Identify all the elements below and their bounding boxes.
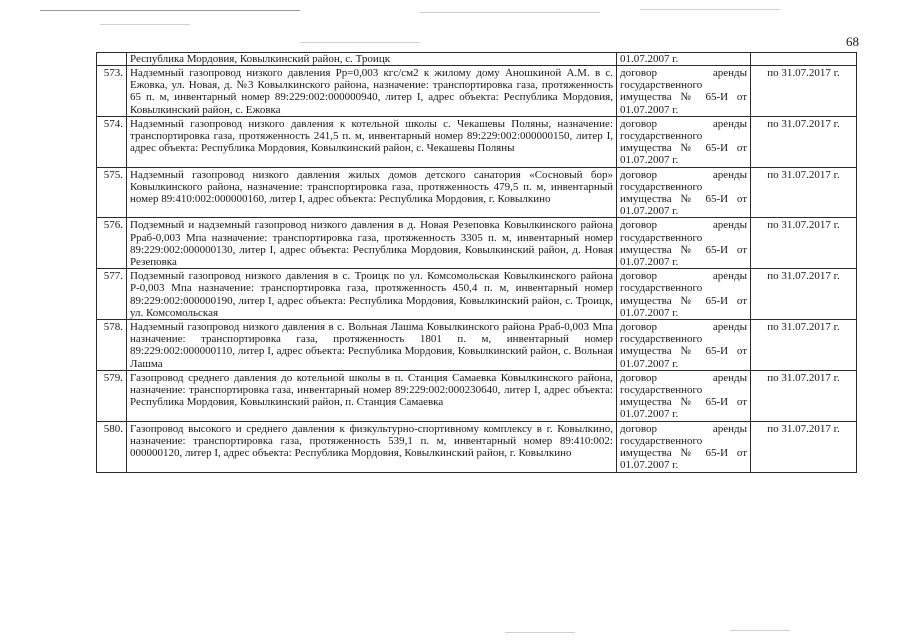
row-number: 578. xyxy=(97,320,127,371)
row-basis: договор аренды государственного имущества № 65-И от 01.07.2007 г. xyxy=(617,370,751,421)
row-basis: договор аренды государственного имущества № 65-И от 01.07.2007 г. xyxy=(617,167,751,218)
continuation-row xyxy=(97,53,857,66)
row-term: по 31.07.2017 г. xyxy=(751,370,857,421)
row-term: по 31.07.2017 г. xyxy=(751,167,857,218)
row-basis: договор аренды государственного имущества № 65-И от 01.07.2007 г. xyxy=(617,116,751,167)
row-number: 579. xyxy=(97,370,127,421)
row-basis: 01.07.2007 г. xyxy=(617,53,751,66)
table-row xyxy=(97,421,857,472)
scan-artifact-line xyxy=(100,24,190,25)
row-number: 580. xyxy=(97,421,127,472)
row-number-cell xyxy=(97,53,127,66)
row-number: 577. xyxy=(97,269,127,320)
table-row xyxy=(97,218,857,269)
scan-artifact-line xyxy=(420,12,600,13)
row-description: Республика Мордовия, Ковылкинский район, с. Троицк xyxy=(127,53,617,66)
table-row xyxy=(97,320,857,371)
row-description: Надземный газопровод низкого давления к котельной школы с. Чекашевы Поляны, назначение: транспортировка газа, протяженность 241,5 п. м, инвентарный номер 89:229:002:000000150, литер I, адрес объекта: Республика Мордовия, Ковылкинский район, с. Чекашевы Поляны xyxy=(127,116,617,167)
row-number: 573. xyxy=(97,66,127,117)
row-description: Подземный и надземный газопровод низкого давления в д. Новая Резеповка Ковылкинского района Рраб-0,003 Мпа назначение: транспортировка газа, протяженность 3305 п. м, инвентарный номер 89:229:002:000000130, литер I, адрес объекта: Республика Мордовия, Ковылкинский район, д. Новая Резеповка xyxy=(127,218,617,269)
row-description: Газопровод высокого и среднего давления к физкультурно-спортивному комплексу в г. Ковылкино, назначение: транспортировка газа, протяженность 539,1 п. м, инвентарный номер 89:410:002: 000000120, литер I, адрес объекта: Республика Мордовия, Ковылкинский район, г. Ковылкино xyxy=(127,421,617,472)
scan-artifact-line xyxy=(730,630,790,631)
row-description: Подземный газопровод низкого давления в с. Троицк по ул. Комсомольская Ковылкинского района Р-0,003 Мпа назначение: транспортировка газа, протяженность 450,4 п. м, инвентарный номер 89:229:002:000000190, литер I, адрес объекта: Республика Мордовия, Ковылкинский район, с. Троицк, ул. Комсомольская xyxy=(127,269,617,320)
row-basis: договор аренды государственного имущества № 65-И от 01.07.2007 г. xyxy=(617,269,751,320)
page-number: 68 xyxy=(846,34,859,49)
table-row xyxy=(97,269,857,320)
row-basis: договор аренды государственного имущества № 65-И от 01.07.2007 г. xyxy=(617,66,751,117)
row-term: по 31.07.2017 г. xyxy=(751,66,857,117)
row-term: по 31.07.2017 г. xyxy=(751,218,857,269)
scan-artifact-line xyxy=(40,10,300,11)
table-body xyxy=(97,53,857,473)
row-basis: договор аренды государственного имущества № 65-И от 01.07.2007 г. xyxy=(617,320,751,371)
row-number: 575. xyxy=(97,167,127,218)
row-term: по 31.07.2017 г. xyxy=(751,320,857,371)
scan-artifact-line xyxy=(505,632,575,633)
row-number: 574. xyxy=(97,116,127,167)
row-description: Надземный газопровод низкого давления жилых домов детского санатория «Сосновый бор» Ковылкинского района, назначение: транспортировка газа, протяженность 479,5 п. м, инвентарный номер 89:410:002:000000160, литер I, адрес объекта: Республика Мордовия, г. Ковылкино xyxy=(127,167,617,218)
row-description: Надземный газопровод низкого давления Рр=0,003 кгс/см2 к жилому дому Аношкиной А.М. в с. Ежовка, ул. Новая, д. №3 Ковылкинского района, назначение: транспортировка газа, протяженность 65 п. м, инвентарный номер 89:229:002:000000940, литер I, адрес объекта: Республика Мордовия, Ковылкинский район, с. Ежовка xyxy=(127,66,617,117)
row-term: по 31.07.2017 г. xyxy=(751,269,857,320)
row-basis: договор аренды государственного имущества № 65-И от 01.07.2007 г. xyxy=(617,421,751,472)
table-row xyxy=(97,167,857,218)
table-row xyxy=(97,66,857,117)
row-number: 576. xyxy=(97,218,127,269)
table-row xyxy=(97,116,857,167)
scan-artifact-line xyxy=(300,42,420,43)
row-term xyxy=(751,53,857,66)
scan-artifact-line xyxy=(640,9,780,10)
property-table xyxy=(96,52,857,473)
row-term: по 31.07.2017 г. xyxy=(751,421,857,472)
row-basis: договор аренды государственного имущества № 65-И от 01.07.2007 г. xyxy=(617,218,751,269)
table-row xyxy=(97,370,857,421)
row-term: по 31.07.2017 г. xyxy=(751,116,857,167)
row-description: Надземный газопровод низкого давления в с. Вольная Лашма Ковылкинского района Рраб-0,003 Мпа назначение: транспортировка газа, протяженность 1801 п. м, инвентарный номер 89:229:002:000000110, литер I, адрес объекта: Республика Мордовия, Ковылкинский район, с. Вольная Лашма xyxy=(127,320,617,371)
row-description: Газопровод среднего давления до котельной школы в п. Станция Самаевка Ковылкинского района, назначение: транспортировка газа, инвентарный номер 89:229:002:000230640, литер I, адрес объекта: Республика Мордовия, Ковылкинский район, п. Станция Самаевка xyxy=(127,370,617,421)
